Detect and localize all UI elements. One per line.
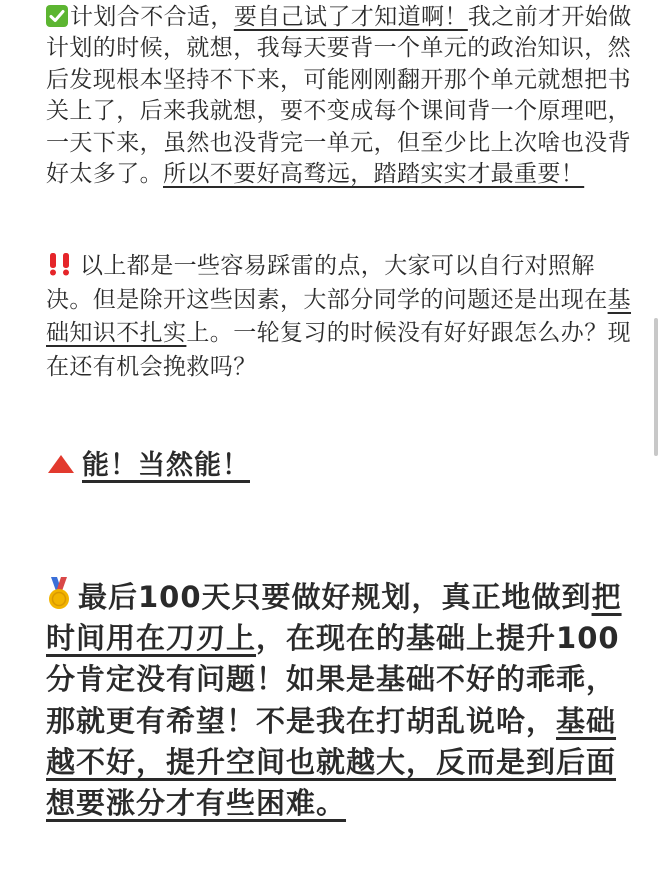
answer-heading-text: 能！当然能！ xyxy=(82,450,250,481)
plan-fit-text-1: 计划合不合适， xyxy=(70,4,234,30)
plan-fit-text-2: 我之前才开始做计划的时候，就想，我每天要背一个单元的政治知识，然后发现根本坚持不下来，可能刚刚翻开那个单元就想把书关上了，后来我就想，要不变成每个课间背一个原理吧，一天下来，虽然也没背完一单元，但至少比上次啥也没背好太多了。 xyxy=(46,4,632,188)
final-text-2: ，在现在的基础上提升100分肯定没有问题！如果是基础不好的乖乖，那就更有希望！不是我在打胡乱说哈， xyxy=(46,621,620,738)
check-mark-button-icon xyxy=(46,5,68,27)
plan-fit-underlined-2: 所以不要好高骛远，踏踏实实才最重要！ xyxy=(163,161,585,188)
plan-fit-underlined-1: 要自己试了才知道啊！ xyxy=(233,4,468,30)
pitfalls-text-1: 以上都是一些容易踩雷的点，大家可以自行对照解决。但是除开这些因素，大部分同学的问题还是出现在 xyxy=(46,253,608,313)
final-underlined-1: 把时间用在刀刃上 xyxy=(46,580,622,656)
double-exclamation-icon xyxy=(46,252,76,276)
medal-icon xyxy=(46,577,72,611)
final-underlined-2: 基础越不好，提升空间也就越大，反而是到后面想要涨分才有些困难。 xyxy=(46,703,617,821)
answer-heading xyxy=(46,448,250,484)
final-100-days-paragraph xyxy=(46,577,632,824)
scrollbar[interactable] xyxy=(654,318,658,456)
pitfalls-paragraph xyxy=(46,250,632,384)
pitfalls-text-2: 上。一轮复习的时候没有好好跟怎么办？现在还有机会挽救吗？ xyxy=(46,320,632,380)
red-triangle-icon xyxy=(46,452,76,476)
plan-fit-paragraph xyxy=(46,2,632,190)
pitfalls-underlined: 基础知识不扎实 xyxy=(46,286,632,346)
final-text-1: 最后100天只要做好规划，真正地做到 xyxy=(78,580,592,614)
